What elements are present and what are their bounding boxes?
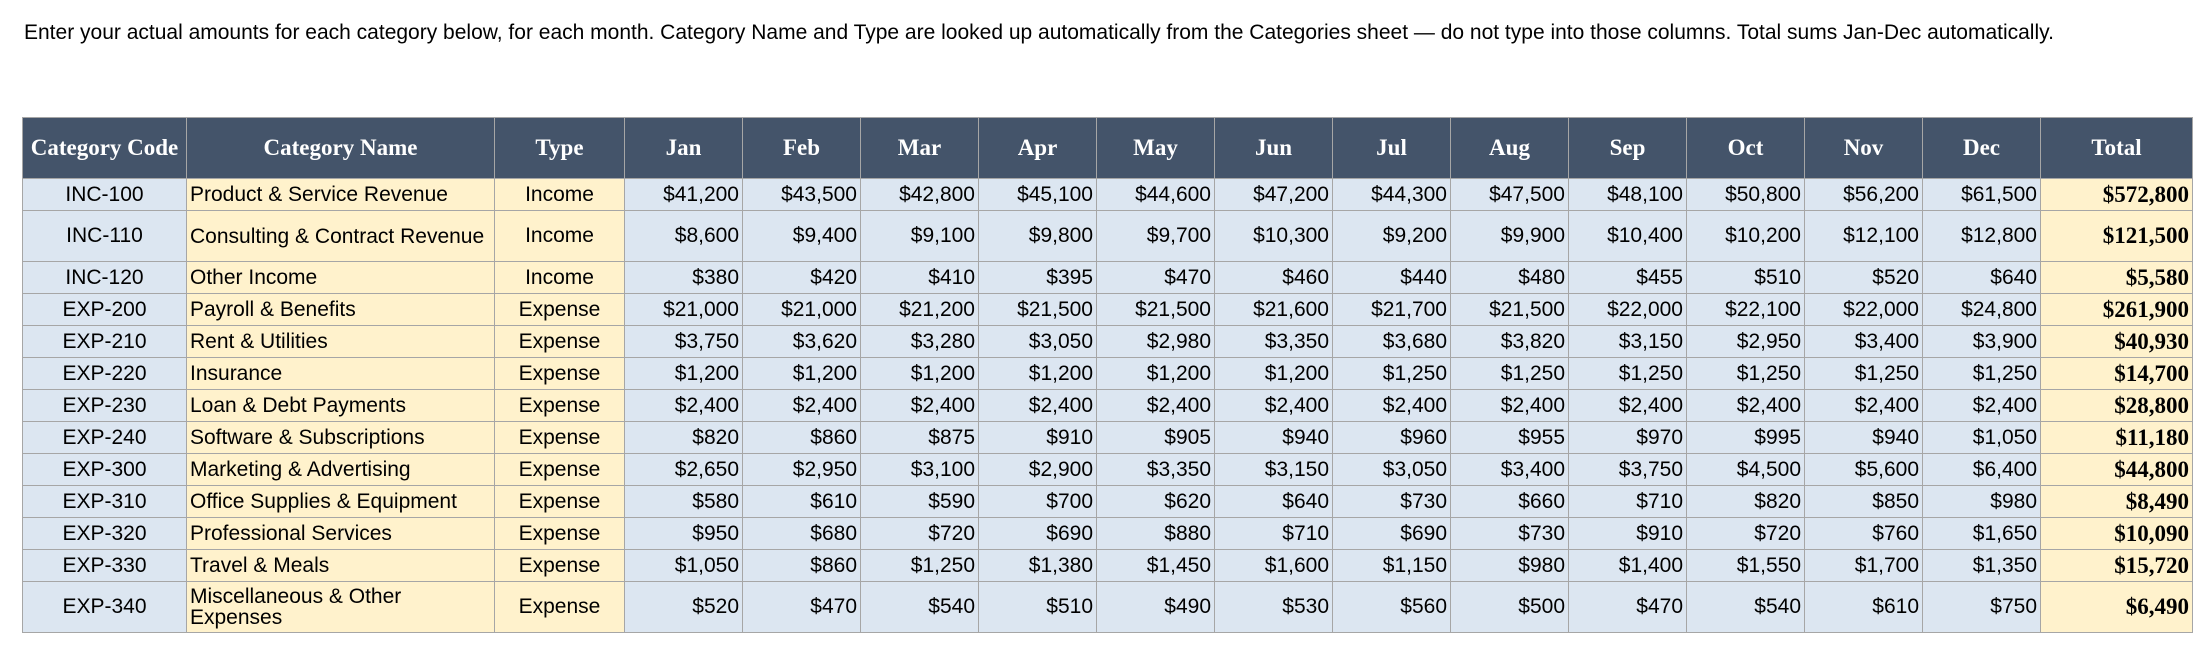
month-amount-cell[interactable]: $3,820	[1451, 326, 1569, 358]
table-row	[23, 179, 2193, 211]
month-amount-cell[interactable]: $21,700	[1333, 294, 1451, 326]
total-cell: $10,090	[2041, 518, 2193, 550]
month-amount-cell[interactable]: $440	[1333, 262, 1451, 294]
month-amount-cell[interactable]: $2,400	[1687, 390, 1805, 422]
month-amount-cell[interactable]: $1,200	[743, 358, 861, 390]
category-name-cell: Office Supplies & Equipment	[187, 486, 495, 518]
month-amount-cell[interactable]: $2,650	[625, 454, 743, 486]
month-amount-cell[interactable]: $610	[743, 486, 861, 518]
month-amount-cell[interactable]: $21,500	[1097, 294, 1215, 326]
month-amount-cell[interactable]: $1,050	[625, 550, 743, 582]
month-amount-cell[interactable]: $700	[979, 486, 1097, 518]
month-amount-cell[interactable]: $10,300	[1215, 211, 1333, 262]
month-amount-cell[interactable]: $9,400	[743, 211, 861, 262]
category-code-cell[interactable]: EXP-200	[23, 294, 187, 326]
month-amount-cell[interactable]: $510	[1687, 262, 1805, 294]
actuals-table	[22, 117, 2193, 633]
month-amount-cell[interactable]: $56,200	[1805, 179, 1923, 211]
month-amount-cell[interactable]: $1,380	[979, 550, 1097, 582]
month-amount-cell[interactable]: $2,950	[1687, 326, 1805, 358]
category-code-cell[interactable]: EXP-210	[23, 326, 187, 358]
month-amount-cell[interactable]: $710	[1569, 486, 1687, 518]
month-amount-cell[interactable]: $3,400	[1451, 454, 1569, 486]
month-amount-cell[interactable]: $690	[979, 518, 1097, 550]
month-amount-cell[interactable]: $12,800	[1923, 211, 2041, 262]
table-row	[23, 422, 2193, 454]
month-amount-cell[interactable]: $3,100	[861, 454, 979, 486]
table-row	[23, 262, 2193, 294]
month-amount-cell[interactable]: $9,800	[979, 211, 1097, 262]
month-amount-cell[interactable]: $730	[1333, 486, 1451, 518]
month-amount-cell[interactable]: $22,000	[1569, 294, 1687, 326]
total-cell: $121,500	[2041, 211, 2193, 262]
month-amount-cell[interactable]: $44,600	[1097, 179, 1215, 211]
month-amount-cell[interactable]: $2,400	[1805, 390, 1923, 422]
month-amount-cell[interactable]: $47,200	[1215, 179, 1333, 211]
month-amount-cell[interactable]: $520	[1805, 262, 1923, 294]
month-amount-cell[interactable]: $2,950	[743, 454, 861, 486]
month-amount-cell[interactable]: $5,600	[1805, 454, 1923, 486]
type-cell: Income	[495, 211, 625, 262]
month-amount-cell[interactable]: $395	[979, 262, 1097, 294]
month-amount-cell[interactable]: $41,200	[625, 179, 743, 211]
header-total: Total	[2041, 118, 2193, 179]
month-amount-cell[interactable]: $61,500	[1923, 179, 2041, 211]
month-amount-cell[interactable]: $1,250	[1805, 358, 1923, 390]
month-amount-cell[interactable]: $760	[1805, 518, 1923, 550]
month-amount-cell[interactable]: $1,200	[861, 358, 979, 390]
month-amount-cell[interactable]: $470	[1097, 262, 1215, 294]
month-amount-cell[interactable]: $540	[861, 582, 979, 633]
category-code-cell[interactable]: EXP-330	[23, 550, 187, 582]
table-row	[23, 582, 2193, 633]
month-amount-cell[interactable]: $940	[1215, 422, 1333, 454]
month-amount-cell[interactable]: $1,450	[1097, 550, 1215, 582]
month-amount-cell[interactable]: $3,750	[625, 326, 743, 358]
month-amount-cell[interactable]: $9,700	[1097, 211, 1215, 262]
month-amount-cell[interactable]: $45,100	[979, 179, 1097, 211]
month-amount-cell[interactable]: $2,400	[1569, 390, 1687, 422]
category-code-cell[interactable]: EXP-220	[23, 358, 187, 390]
header-jan: Jan	[625, 118, 743, 179]
month-amount-cell[interactable]: $48,100	[1569, 179, 1687, 211]
month-amount-cell[interactable]: $955	[1451, 422, 1569, 454]
month-amount-cell[interactable]: $850	[1805, 486, 1923, 518]
month-amount-cell[interactable]: $9,200	[1333, 211, 1451, 262]
month-amount-cell[interactable]: $1,250	[1333, 358, 1451, 390]
month-amount-cell[interactable]: $950	[625, 518, 743, 550]
month-amount-cell[interactable]: $1,250	[1569, 358, 1687, 390]
month-amount-cell[interactable]: $9,100	[861, 211, 979, 262]
month-amount-cell[interactable]: $43,500	[743, 179, 861, 211]
category-name-cell: Payroll & Benefits	[187, 294, 495, 326]
header-category-name: Category Name	[187, 118, 495, 179]
total-cell: $5,580	[2041, 262, 2193, 294]
month-amount-cell[interactable]: $820	[1687, 486, 1805, 518]
month-amount-cell[interactable]: $720	[1687, 518, 1805, 550]
instructions-text: Enter your actual amounts for each category below, for each month. Category Name and Type are looked up automatically from the Categories sheet — do not type into those columns. Total sums Jan-Dec automatically.	[24, 21, 2054, 44]
month-amount-cell[interactable]: $1,150	[1333, 550, 1451, 582]
month-amount-cell[interactable]: $960	[1333, 422, 1451, 454]
month-amount-cell[interactable]: $860	[743, 422, 861, 454]
header-apr: Apr	[979, 118, 1097, 179]
month-amount-cell[interactable]: $1,200	[1097, 358, 1215, 390]
type-cell: Expense	[495, 582, 625, 633]
month-amount-cell[interactable]: $2,400	[979, 390, 1097, 422]
month-amount-cell[interactable]: $1,200	[979, 358, 1097, 390]
category-code-cell[interactable]: INC-120	[23, 262, 187, 294]
month-amount-cell[interactable]: $10,200	[1687, 211, 1805, 262]
category-code-cell[interactable]: EXP-300	[23, 454, 187, 486]
month-amount-cell[interactable]: $21,600	[1215, 294, 1333, 326]
month-amount-cell[interactable]: $3,350	[1097, 454, 1215, 486]
month-amount-cell[interactable]: $980	[1451, 550, 1569, 582]
type-cell: Expense	[495, 454, 625, 486]
month-amount-cell[interactable]: $1,200	[625, 358, 743, 390]
total-cell: $11,180	[2041, 422, 2193, 454]
header-sep: Sep	[1569, 118, 1687, 179]
month-amount-cell[interactable]: $710	[1215, 518, 1333, 550]
month-amount-cell[interactable]: $580	[625, 486, 743, 518]
month-amount-cell[interactable]: $12,100	[1805, 211, 1923, 262]
month-amount-cell[interactable]: $905	[1097, 422, 1215, 454]
type-cell: Expense	[495, 294, 625, 326]
month-amount-cell[interactable]: $1,400	[1569, 550, 1687, 582]
table-row	[23, 454, 2193, 486]
header-feb: Feb	[743, 118, 861, 179]
table-row	[23, 294, 2193, 326]
type-cell: Expense	[495, 422, 625, 454]
month-amount-cell[interactable]: $500	[1451, 582, 1569, 633]
table-row	[23, 211, 2193, 262]
total-cell: $15,720	[2041, 550, 2193, 582]
month-amount-cell[interactable]: $1,050	[1923, 422, 2041, 454]
type-cell: Expense	[495, 326, 625, 358]
month-amount-cell[interactable]: $1,700	[1805, 550, 1923, 582]
month-amount-cell[interactable]: $1,250	[1687, 358, 1805, 390]
month-amount-cell[interactable]: $750	[1923, 582, 2041, 633]
category-code-cell[interactable]: EXP-340	[23, 582, 187, 633]
category-name-cell: Marketing & Advertising	[187, 454, 495, 486]
header-dec: Dec	[1923, 118, 2041, 179]
month-amount-cell[interactable]: $880	[1097, 518, 1215, 550]
header-category-code: Category Code	[23, 118, 187, 179]
month-amount-cell[interactable]: $3,350	[1215, 326, 1333, 358]
month-amount-cell[interactable]: $2,400	[1333, 390, 1451, 422]
month-amount-cell[interactable]: $380	[625, 262, 743, 294]
month-amount-cell[interactable]: $490	[1097, 582, 1215, 633]
month-amount-cell[interactable]: $2,400	[743, 390, 861, 422]
month-amount-cell[interactable]: $10,400	[1569, 211, 1687, 262]
month-amount-cell[interactable]: $640	[1215, 486, 1333, 518]
total-cell: $8,490	[2041, 486, 2193, 518]
category-name-cell: Travel & Meals	[187, 550, 495, 582]
month-amount-cell[interactable]: $2,400	[1097, 390, 1215, 422]
month-amount-cell[interactable]: $910	[979, 422, 1097, 454]
month-amount-cell[interactable]: $560	[1333, 582, 1451, 633]
total-cell: $14,700	[2041, 358, 2193, 390]
table-row	[23, 390, 2193, 422]
month-amount-cell[interactable]: $1,200	[1215, 358, 1333, 390]
month-amount-cell[interactable]: $620	[1097, 486, 1215, 518]
category-code-cell[interactable]: EXP-320	[23, 518, 187, 550]
month-amount-cell[interactable]: $2,400	[625, 390, 743, 422]
month-amount-cell[interactable]: $1,550	[1687, 550, 1805, 582]
month-amount-cell[interactable]: $2,980	[1097, 326, 1215, 358]
month-amount-cell[interactable]: $3,400	[1805, 326, 1923, 358]
month-amount-cell[interactable]: $3,900	[1923, 326, 2041, 358]
category-name-cell: Product & Service Revenue	[187, 179, 495, 211]
category-name-cell: Professional Services	[187, 518, 495, 550]
month-amount-cell[interactable]: $1,250	[1923, 358, 2041, 390]
header-jul: Jul	[1333, 118, 1451, 179]
month-amount-cell[interactable]: $540	[1687, 582, 1805, 633]
total-cell: $572,800	[2041, 179, 2193, 211]
month-amount-cell[interactable]: $3,150	[1215, 454, 1333, 486]
month-amount-cell[interactable]: $4,500	[1687, 454, 1805, 486]
table-row	[23, 518, 2193, 550]
month-amount-cell[interactable]: $680	[743, 518, 861, 550]
month-amount-cell[interactable]: $860	[743, 550, 861, 582]
header-jun: Jun	[1215, 118, 1333, 179]
month-amount-cell[interactable]: $470	[743, 582, 861, 633]
month-amount-cell[interactable]: $410	[861, 262, 979, 294]
month-amount-cell[interactable]: $21,000	[743, 294, 861, 326]
month-amount-cell[interactable]: $2,900	[979, 454, 1097, 486]
month-amount-cell[interactable]: $21,000	[625, 294, 743, 326]
month-amount-cell[interactable]: $1,350	[1923, 550, 2041, 582]
month-amount-cell[interactable]: $3,050	[1333, 454, 1451, 486]
month-amount-cell[interactable]: $660	[1451, 486, 1569, 518]
month-amount-cell[interactable]: $940	[1805, 422, 1923, 454]
month-amount-cell[interactable]: $2,400	[1923, 390, 2041, 422]
category-name-cell: Miscellaneous & Other Expenses	[187, 582, 495, 633]
month-amount-cell[interactable]: $22,100	[1687, 294, 1805, 326]
type-cell: Expense	[495, 358, 625, 390]
type-cell: Expense	[495, 486, 625, 518]
category-code-cell[interactable]: EXP-310	[23, 486, 187, 518]
month-amount-cell[interactable]: $1,650	[1923, 518, 2041, 550]
category-code-cell[interactable]: EXP-240	[23, 422, 187, 454]
month-amount-cell[interactable]: $980	[1923, 486, 2041, 518]
month-amount-cell[interactable]: $21,200	[861, 294, 979, 326]
category-name-cell: Other Income	[187, 262, 495, 294]
month-amount-cell[interactable]: $22,000	[1805, 294, 1923, 326]
month-amount-cell[interactable]: $460	[1215, 262, 1333, 294]
table-row	[23, 358, 2193, 390]
month-amount-cell[interactable]: $3,680	[1333, 326, 1451, 358]
month-amount-cell[interactable]: $480	[1451, 262, 1569, 294]
month-amount-cell[interactable]: $820	[625, 422, 743, 454]
month-amount-cell[interactable]: $8,600	[625, 211, 743, 262]
month-amount-cell[interactable]: $530	[1215, 582, 1333, 633]
month-amount-cell[interactable]: $420	[743, 262, 861, 294]
header-type: Type	[495, 118, 625, 179]
type-cell: Income	[495, 262, 625, 294]
month-amount-cell[interactable]: $44,300	[1333, 179, 1451, 211]
table-row	[23, 326, 2193, 358]
month-amount-cell[interactable]: $690	[1333, 518, 1451, 550]
month-amount-cell[interactable]: $520	[625, 582, 743, 633]
table-row	[23, 486, 2193, 518]
month-amount-cell[interactable]: $9,900	[1451, 211, 1569, 262]
header-aug: Aug	[1451, 118, 1569, 179]
month-amount-cell[interactable]: $42,800	[861, 179, 979, 211]
month-amount-cell[interactable]: $590	[861, 486, 979, 518]
month-amount-cell[interactable]: $640	[1923, 262, 2041, 294]
month-amount-cell[interactable]: $1,250	[861, 550, 979, 582]
category-name-cell: Software & Subscriptions	[187, 422, 495, 454]
month-amount-cell[interactable]: $730	[1451, 518, 1569, 550]
total-cell: $6,490	[2041, 582, 2193, 633]
header-nov: Nov	[1805, 118, 1923, 179]
total-cell: $44,800	[2041, 454, 2193, 486]
type-cell: Income	[495, 179, 625, 211]
month-amount-cell[interactable]: $3,280	[861, 326, 979, 358]
month-amount-cell[interactable]: $910	[1569, 518, 1687, 550]
month-amount-cell[interactable]: $21,500	[979, 294, 1097, 326]
category-code-cell[interactable]: EXP-230	[23, 390, 187, 422]
category-name-cell: Rent & Utilities	[187, 326, 495, 358]
month-amount-cell[interactable]: $455	[1569, 262, 1687, 294]
month-amount-cell[interactable]: $3,620	[743, 326, 861, 358]
type-cell: Expense	[495, 518, 625, 550]
total-cell: $28,800	[2041, 390, 2193, 422]
month-amount-cell[interactable]: $47,500	[1451, 179, 1569, 211]
month-amount-cell[interactable]: $470	[1569, 582, 1687, 633]
total-cell: $261,900	[2041, 294, 2193, 326]
category-code-cell[interactable]: INC-100	[23, 179, 187, 211]
total-cell: $40,930	[2041, 326, 2193, 358]
month-amount-cell[interactable]: $970	[1569, 422, 1687, 454]
month-amount-cell[interactable]: $720	[861, 518, 979, 550]
month-amount-cell[interactable]: $875	[861, 422, 979, 454]
month-amount-cell[interactable]: $1,250	[1451, 358, 1569, 390]
month-amount-cell[interactable]: $3,050	[979, 326, 1097, 358]
month-amount-cell[interactable]: $3,150	[1569, 326, 1687, 358]
month-amount-cell[interactable]: $510	[979, 582, 1097, 633]
header-row	[23, 118, 2193, 179]
month-amount-cell[interactable]: $2,400	[1215, 390, 1333, 422]
header-oct: Oct	[1687, 118, 1805, 179]
header-may: May	[1097, 118, 1215, 179]
category-name-cell: Consulting & Contract Revenue	[187, 211, 495, 262]
month-amount-cell[interactable]: $50,800	[1687, 179, 1805, 211]
month-amount-cell[interactable]: $2,400	[861, 390, 979, 422]
table-row	[23, 550, 2193, 582]
month-amount-cell[interactable]: $1,600	[1215, 550, 1333, 582]
month-amount-cell[interactable]: $995	[1687, 422, 1805, 454]
month-amount-cell[interactable]: $2,400	[1451, 390, 1569, 422]
month-amount-cell[interactable]: $610	[1805, 582, 1923, 633]
category-code-cell[interactable]: INC-110	[23, 211, 187, 262]
month-amount-cell[interactable]: $24,800	[1923, 294, 2041, 326]
type-cell: Expense	[495, 550, 625, 582]
header-mar: Mar	[861, 118, 979, 179]
month-amount-cell[interactable]: $3,750	[1569, 454, 1687, 486]
category-name-cell: Loan & Debt Payments	[187, 390, 495, 422]
month-amount-cell[interactable]: $6,400	[1923, 454, 2041, 486]
month-amount-cell[interactable]: $21,500	[1451, 294, 1569, 326]
category-name-cell: Insurance	[187, 358, 495, 390]
type-cell: Expense	[495, 390, 625, 422]
